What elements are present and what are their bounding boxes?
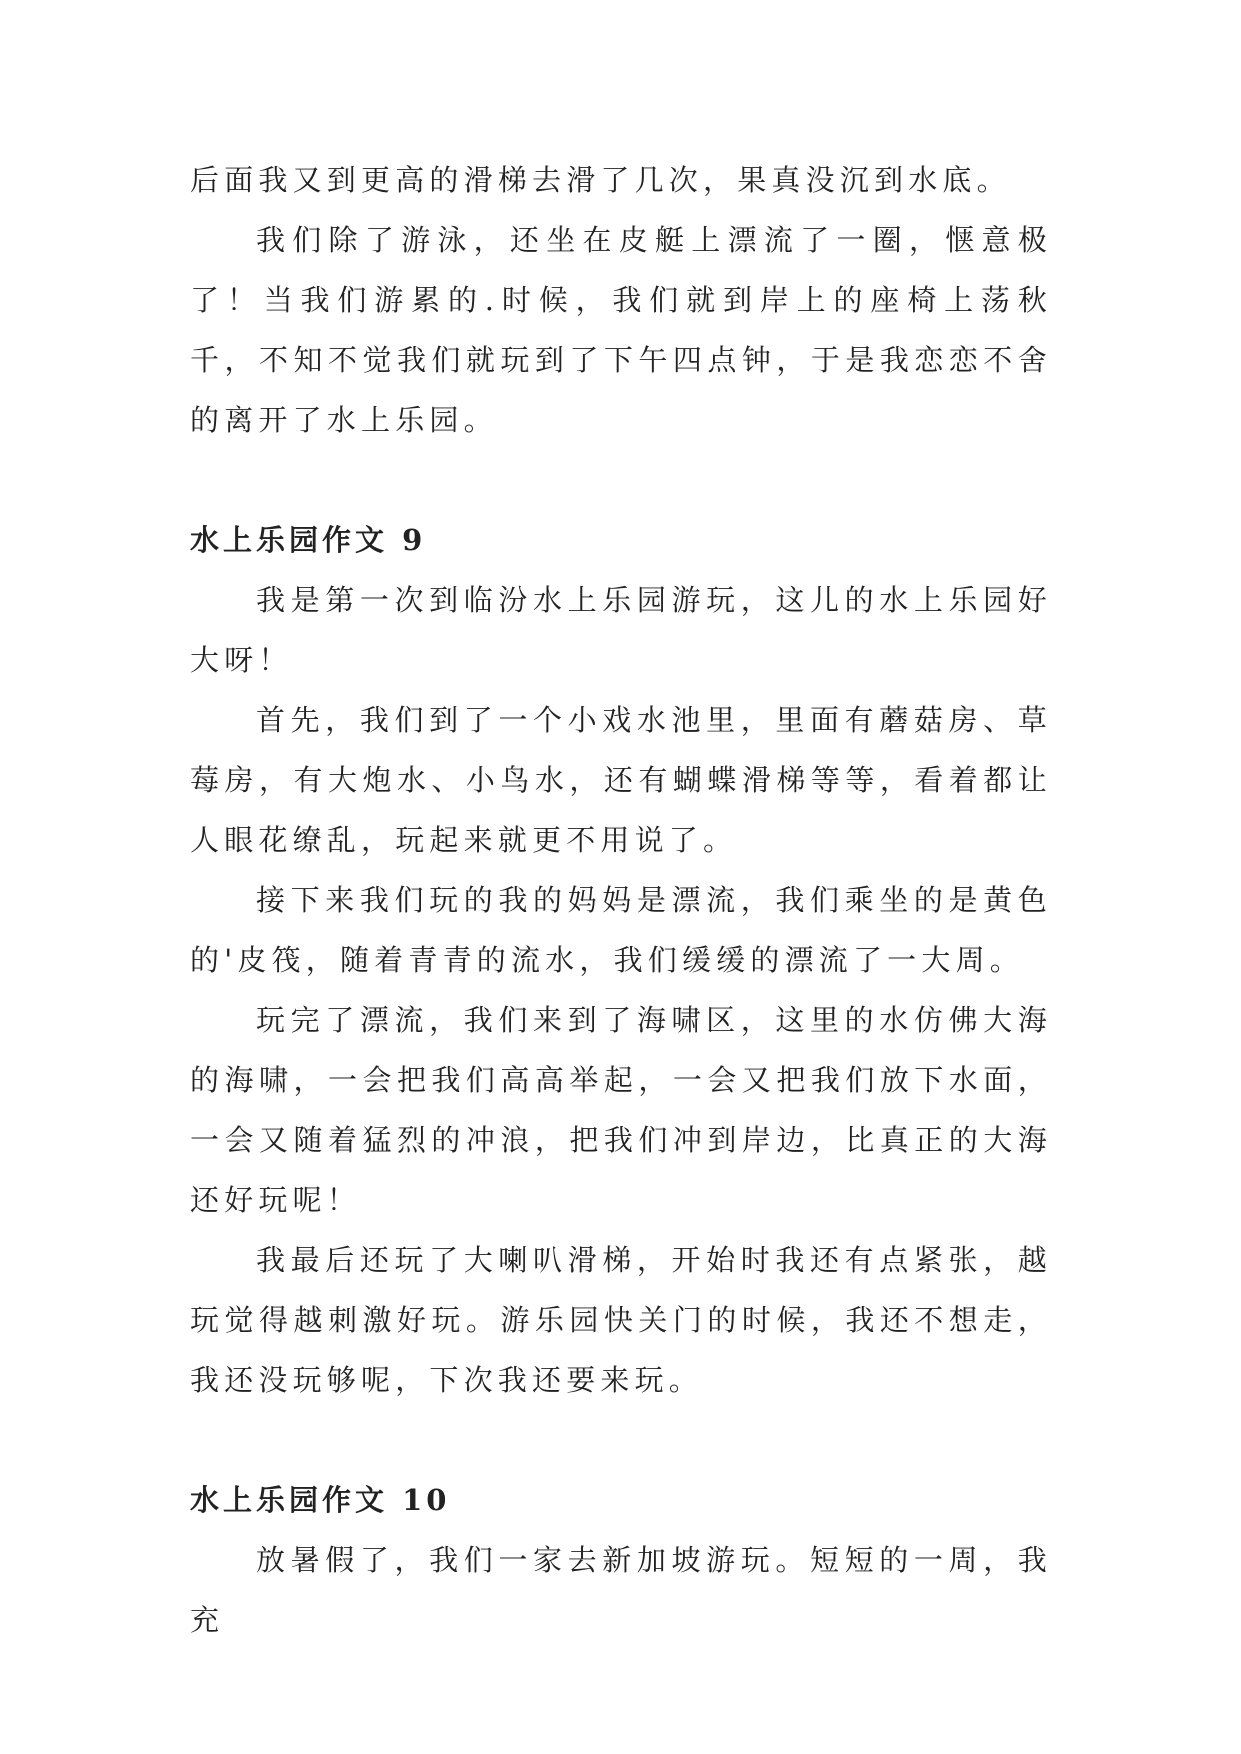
- paragraph: 玩完了漂流，我们来到了海啸区，这里的水仿佛大海的海啸，一会把我们高高举起，一会又把我们放下水面，一会又随着猛烈的冲浪，把我们冲到岸边，比真正的大海还好玩呢！: [190, 1003, 1052, 1217]
- paragraph: 我最后还玩了大喇叭滑梯，开始时我还有点紧张，越玩觉得越刺激好玩。游乐园快关门的时候，我还不想走，我还没玩够呢，下次我还要来玩。: [190, 1243, 1052, 1397]
- section-spacer: [190, 450, 1052, 510]
- paragraph: 放暑假了，我们一家去新加坡游玩。短短的一周，我充: [190, 1543, 1052, 1637]
- document-page: [190, 150, 1052, 1650]
- paragraph: 我们除了游泳，还坐在皮艇上漂流了一圈，惬意极了！当我们游累的.时候，我们就到岸上的座椅上荡秋千，不知不觉我们就玩到了下午四点钟，于是我恋恋不舍的离开了水上乐园。: [190, 223, 1052, 437]
- paragraph: 首先，我们到了一个小戏水池里，里面有蘑菇房、草莓房，有大炮水、小鸟水，还有蝴蝶滑梯等等，看着都让人眼花缭乱，玩起来就更不用说了。: [190, 703, 1052, 857]
- section-spacer: [190, 1410, 1052, 1470]
- paragraph-continuation: 后面我又到更高的滑梯去滑了几次，果真没沉到水底。: [190, 163, 1011, 197]
- paragraph: 我是第一次到临汾水上乐园游玩，这儿的水上乐园好大呀！: [190, 583, 1052, 677]
- section-title-10: 水上乐园作文 10: [190, 1483, 451, 1517]
- paragraph: 接下来我们玩的我的妈妈是漂流，我们乘坐的是黄色的'皮筏，随着青青的流水，我们缓缓的漂流了一大周。: [190, 883, 1052, 977]
- section-title-9: 水上乐园作文 9: [190, 523, 427, 557]
